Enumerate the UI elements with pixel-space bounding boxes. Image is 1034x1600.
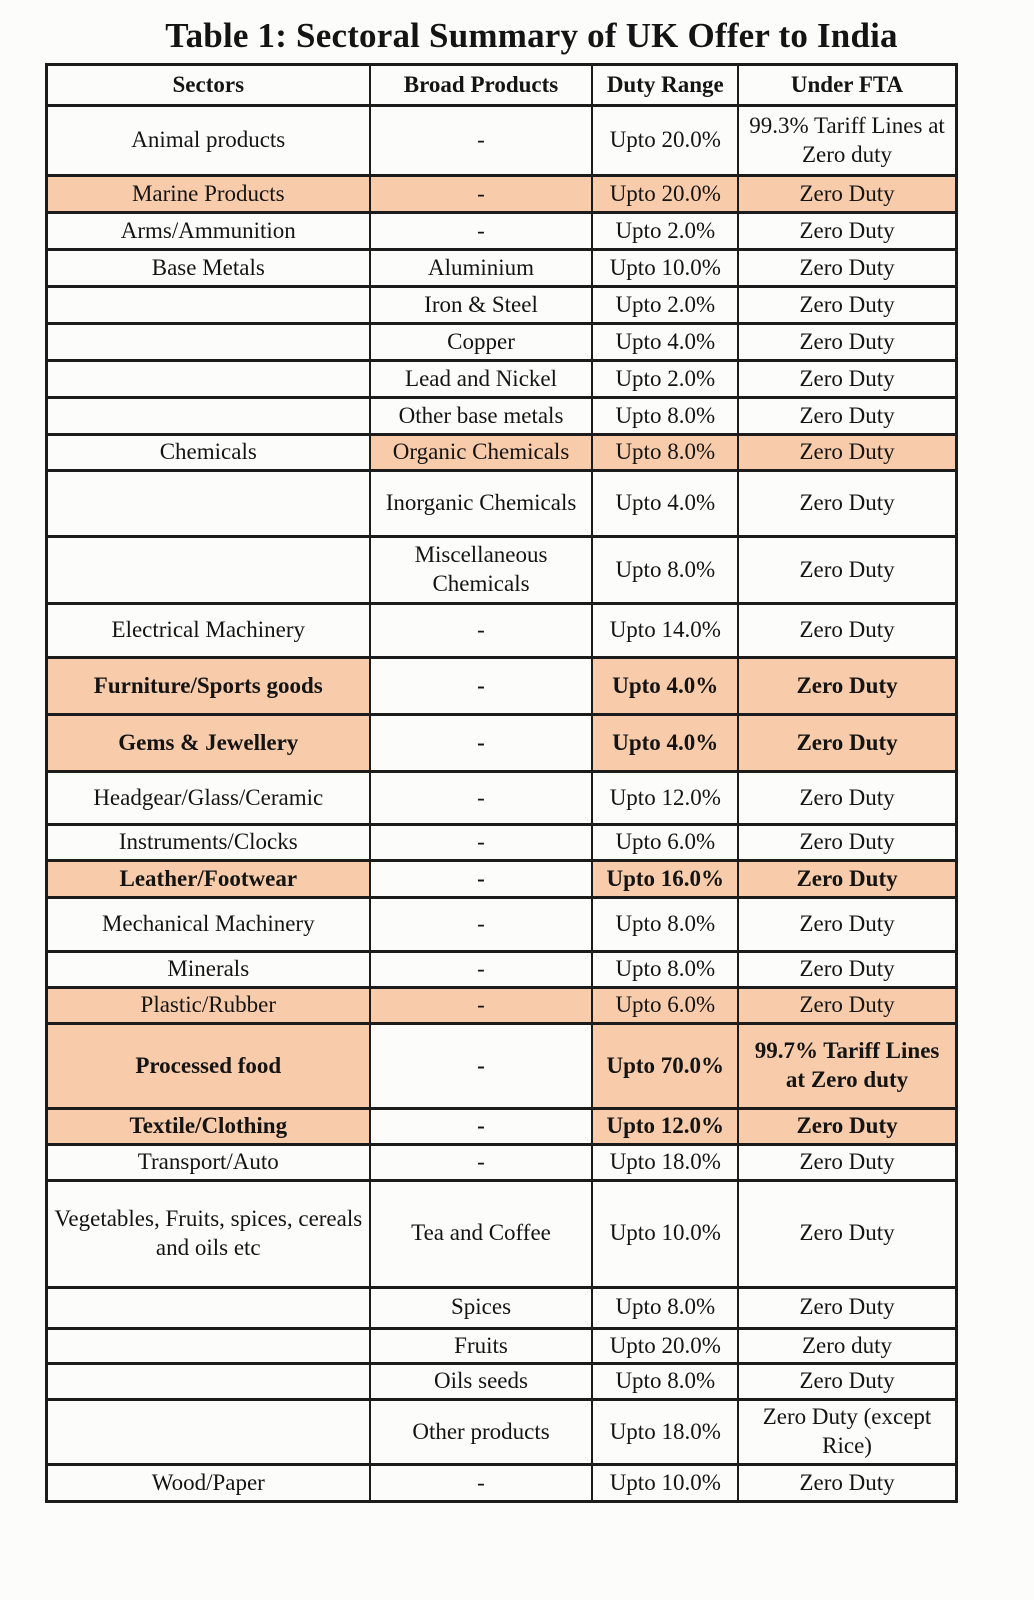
table-row	[47, 898, 957, 952]
cell-sector: Processed food	[47, 1024, 370, 1109]
table-row	[47, 1180, 957, 1287]
cell-broad-product: -	[370, 715, 593, 772]
cell-broad-product: Spices	[370, 1287, 593, 1328]
cell-sector: Marine Products	[47, 176, 370, 213]
cell-under-fta: Zero Duty	[738, 1180, 956, 1287]
cell-broad-product: -	[370, 1144, 593, 1180]
cell-under-fta: Zero Duty	[738, 658, 956, 715]
cell-sector: Minerals	[47, 952, 370, 988]
cell-under-fta: Zero Duty	[738, 471, 956, 537]
cell-broad-product: Aluminium	[370, 250, 593, 287]
table-row	[47, 176, 957, 213]
cell-sector: Furniture/Sports goods	[47, 658, 370, 715]
cell-sector	[47, 1328, 370, 1364]
cell-sector: Vegetables, Fruits, spices, cereals and oils etc	[47, 1180, 370, 1287]
cell-duty-range: Upto 6.0%	[592, 988, 738, 1024]
cell-broad-product: Oils seeds	[370, 1364, 593, 1400]
cell-broad-product: Other base metals	[370, 398, 593, 435]
cell-sector	[47, 1400, 370, 1465]
cell-broad-product: Tea and Coffee	[370, 1180, 593, 1287]
cell-duty-range: Upto 70.0%	[592, 1024, 738, 1109]
cell-duty-range: Upto 8.0%	[592, 398, 738, 435]
table-row	[47, 435, 957, 471]
cell-sector: Wood/Paper	[47, 1465, 370, 1502]
cell-under-fta: Zero Duty	[738, 1287, 956, 1328]
table-row	[47, 772, 957, 825]
table-row	[47, 106, 957, 176]
cell-broad-product: Other products	[370, 1400, 593, 1465]
header-row	[47, 65, 957, 106]
cell-broad-product: -	[370, 604, 593, 658]
cell-broad-product: -	[370, 772, 593, 825]
cell-broad-product: Miscellaneous Chemicals	[370, 537, 593, 604]
cell-duty-range: Upto 14.0%	[592, 604, 738, 658]
cell-duty-range: Upto 20.0%	[592, 106, 738, 176]
cell-under-fta: Zero Duty	[738, 361, 956, 398]
table-row	[47, 1024, 957, 1109]
cell-broad-product: -	[370, 825, 593, 861]
cell-duty-range: Upto 12.0%	[592, 772, 738, 825]
cell-sector: Mechanical Machinery	[47, 898, 370, 952]
cell-under-fta: Zero Duty	[738, 1465, 956, 1502]
cell-broad-product: Lead and Nickel	[370, 361, 593, 398]
cell-under-fta: Zero duty	[738, 1328, 956, 1364]
cell-duty-range: Upto 4.0%	[592, 324, 738, 361]
cell-under-fta: Zero Duty	[738, 715, 956, 772]
cell-under-fta: Zero Duty	[738, 988, 956, 1024]
cell-broad-product: Fruits	[370, 1328, 593, 1364]
cell-duty-range: Upto 4.0%	[592, 715, 738, 772]
cell-sector	[47, 1287, 370, 1328]
cell-under-fta: Zero Duty	[738, 213, 956, 250]
cell-under-fta: Zero Duty	[738, 604, 956, 658]
cell-under-fta: Zero Duty	[738, 861, 956, 898]
table-row	[47, 1109, 957, 1145]
cell-under-fta: 99.3% Tariff Lines at Zero duty	[738, 106, 956, 176]
cell-sector	[47, 361, 370, 398]
cell-broad-product: -	[370, 106, 593, 176]
cell-broad-product: -	[370, 952, 593, 988]
cell-duty-range: Upto 16.0%	[592, 861, 738, 898]
cell-broad-product: -	[370, 988, 593, 1024]
cell-broad-product: -	[370, 213, 593, 250]
cell-duty-range: Upto 8.0%	[592, 898, 738, 952]
cell-sector: Electrical Machinery	[47, 604, 370, 658]
cell-under-fta: Zero Duty	[738, 398, 956, 435]
cell-broad-product: -	[370, 176, 593, 213]
cell-broad-product: -	[370, 1465, 593, 1502]
column-header-duty-range: Duty Range	[592, 65, 738, 106]
table-row	[47, 1364, 957, 1400]
cell-duty-range: Upto 6.0%	[592, 825, 738, 861]
table-row	[47, 988, 957, 1024]
table-row	[47, 1465, 957, 1502]
column-header-broad-products: Broad Products	[370, 65, 593, 106]
cell-duty-range: Upto 2.0%	[592, 213, 738, 250]
table-row	[47, 287, 957, 324]
cell-broad-product: -	[370, 898, 593, 952]
cell-broad-product: -	[370, 861, 593, 898]
table-row	[47, 658, 957, 715]
cell-broad-product: Organic Chemicals	[370, 435, 593, 471]
cell-duty-range: Upto 10.0%	[592, 1465, 738, 1502]
table-row	[47, 715, 957, 772]
column-header-under-fta: Under FTA	[738, 65, 956, 106]
table-row	[47, 1328, 957, 1364]
cell-duty-range: Upto 2.0%	[592, 287, 738, 324]
cell-sector: Gems & Jewellery	[47, 715, 370, 772]
table-row	[47, 604, 957, 658]
cell-duty-range: Upto 18.0%	[592, 1400, 738, 1465]
cell-sector	[47, 287, 370, 324]
cell-broad-product: -	[370, 658, 593, 715]
cell-sector	[47, 324, 370, 361]
cell-broad-product: Inorganic Chemicals	[370, 471, 593, 537]
cell-broad-product: -	[370, 1024, 593, 1109]
cell-under-fta: Zero Duty	[738, 1144, 956, 1180]
cell-duty-range: Upto 20.0%	[592, 176, 738, 213]
table-body	[47, 106, 957, 1502]
table-row	[47, 1144, 957, 1180]
table-row	[47, 537, 957, 604]
cell-under-fta: Zero Duty	[738, 250, 956, 287]
cell-sector	[47, 471, 370, 537]
cell-sector: Transport/Auto	[47, 1144, 370, 1180]
cell-under-fta: Zero Duty	[738, 825, 956, 861]
cell-sector: Textile/Clothing	[47, 1109, 370, 1145]
table-row	[47, 471, 957, 537]
cell-under-fta: Zero Duty	[738, 287, 956, 324]
cell-broad-product: Iron & Steel	[370, 287, 593, 324]
cell-under-fta: Zero Duty	[738, 537, 956, 604]
table-header	[47, 65, 957, 106]
cell-under-fta: Zero Duty	[738, 176, 956, 213]
table-row	[47, 324, 957, 361]
cell-under-fta: Zero Duty	[738, 898, 956, 952]
cell-broad-product: -	[370, 1109, 593, 1145]
cell-sector: Chemicals	[47, 435, 370, 471]
cell-under-fta: Zero Duty	[738, 1109, 956, 1145]
cell-under-fta: 99.7% Tariff Lines at Zero duty	[738, 1024, 956, 1109]
cell-sector: Animal products	[47, 106, 370, 176]
table-row	[47, 213, 957, 250]
cell-duty-range: Upto 18.0%	[592, 1144, 738, 1180]
sectoral-summary-table	[45, 63, 958, 1503]
cell-duty-range: Upto 4.0%	[592, 471, 738, 537]
table-row	[47, 398, 957, 435]
cell-duty-range: Upto 10.0%	[592, 250, 738, 287]
cell-under-fta: Zero Duty	[738, 952, 956, 988]
cell-sector: Headgear/Glass/Ceramic	[47, 772, 370, 825]
cell-duty-range: Upto 4.0%	[592, 658, 738, 715]
cell-under-fta: Zero Duty	[738, 1364, 956, 1400]
cell-broad-product: Copper	[370, 324, 593, 361]
cell-sector: Arms/Ammunition	[47, 213, 370, 250]
cell-under-fta: Zero Duty (except Rice)	[738, 1400, 956, 1465]
cell-duty-range: Upto 12.0%	[592, 1109, 738, 1145]
cell-duty-range: Upto 20.0%	[592, 1328, 738, 1364]
table-row	[47, 861, 957, 898]
cell-duty-range: Upto 8.0%	[592, 952, 738, 988]
table-row	[47, 825, 957, 861]
cell-sector	[47, 1364, 370, 1400]
cell-sector: Plastic/Rubber	[47, 988, 370, 1024]
cell-under-fta: Zero Duty	[738, 772, 956, 825]
table-row	[47, 250, 957, 287]
column-header-sectors: Sectors	[47, 65, 370, 106]
cell-duty-range: Upto 8.0%	[592, 1364, 738, 1400]
cell-under-fta: Zero Duty	[738, 435, 956, 471]
cell-duty-range: Upto 8.0%	[592, 1287, 738, 1328]
table-row	[47, 361, 957, 398]
cell-under-fta: Zero Duty	[738, 324, 956, 361]
cell-duty-range: Upto 8.0%	[592, 537, 738, 604]
table-row	[47, 1400, 957, 1465]
cell-sector: Base Metals	[47, 250, 370, 287]
cell-sector	[47, 398, 370, 435]
cell-duty-range: Upto 2.0%	[592, 361, 738, 398]
cell-sector	[47, 537, 370, 604]
table-row	[47, 952, 957, 988]
cell-sector: Instruments/Clocks	[47, 825, 370, 861]
table-row	[47, 1287, 957, 1328]
cell-sector: Leather/Footwear	[47, 861, 370, 898]
cell-duty-range: Upto 10.0%	[592, 1180, 738, 1287]
cell-duty-range: Upto 8.0%	[592, 435, 738, 471]
table-title: Table 1: Sectoral Summary of UK Offer to India	[165, 16, 898, 55]
